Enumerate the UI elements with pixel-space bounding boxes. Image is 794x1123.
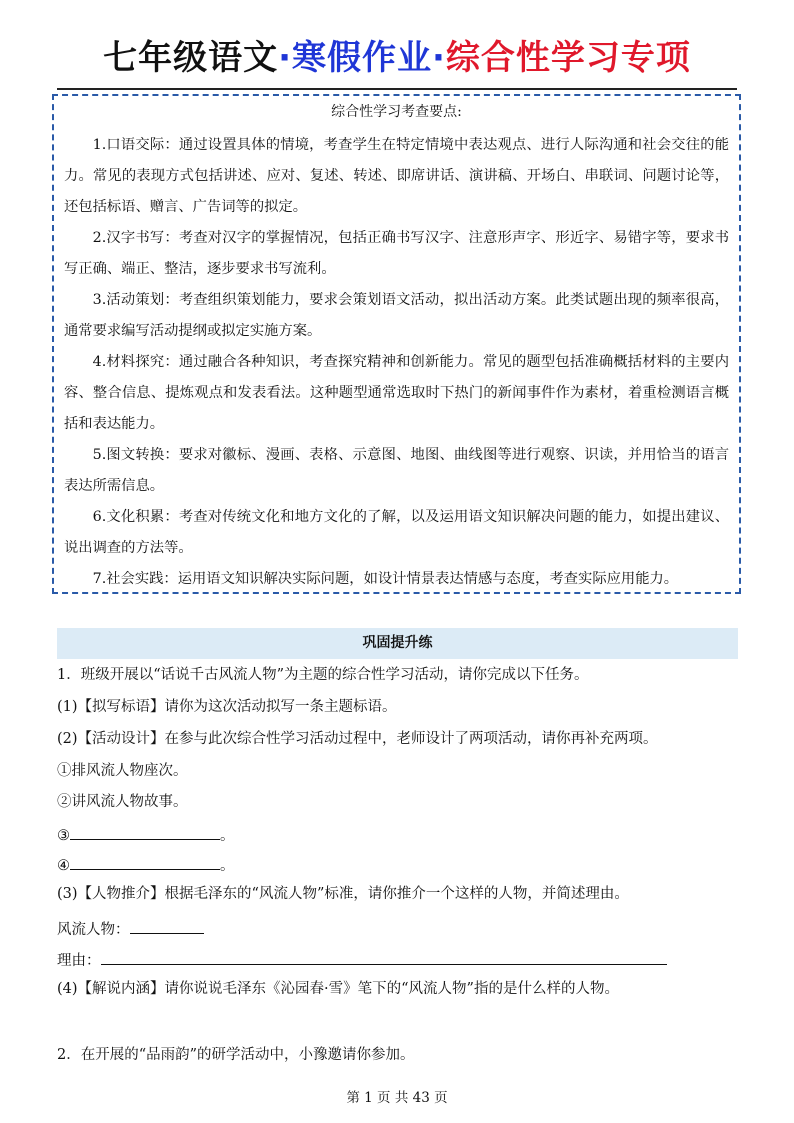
question-1-part-1: (1)【拟写标语】请你为这次活动拟写一条主题标语。 <box>57 699 397 715</box>
activity-2: ②讲风流人物故事。 <box>57 794 188 810</box>
page-footer: 第 1 页 共 43 页 <box>346 1090 448 1106</box>
reason-row <box>57 948 757 971</box>
key-point-item: 2.汉字书写：考查对汉字的掌握情况，包括正确书写汉字、注意形声字、形近字、易错字等，要求书写正确、端正、整洁，逐步要求书写流利。 <box>64 230 729 277</box>
question-1-part-2: (2)【活动设计】在参与此次综合性学习活动过程中，老师设计了两项活动，请你再补充两项。 <box>57 731 658 747</box>
key-points-box <box>52 94 741 594</box>
key-point-item: 7.社会实践：运用语文知识解决实际问题，如设计情景表达情感与态度，考查实际应用能力。 <box>92 571 679 587</box>
title-grade: 七年级语文 <box>103 38 279 78</box>
key-point-item: 5.图文转换：要求对徽标、漫画、表格、示意图、地图、曲线图等进行观察、识读，并用恰当的语言表达所需信息。 <box>64 447 729 494</box>
activity-4-row <box>57 853 757 876</box>
activity-4-number: ④ <box>57 858 70 874</box>
page-title <box>0 30 794 79</box>
question-1-part-4: (4)【解说内涵】请你说说毛泽东《沁园春·雪》笔下的“风流人物”指的是什么样的人物。 <box>57 981 619 997</box>
key-point-item: 1.口语交际：通过设置具体的情境，考查学生在特定情境中表达观点、进行人际沟通和社会交往的能力。常见的表现方式包括讲述、应对、复述、转述、即席讲话、演讲稿、开场白、串联词、问题讨论等，还包括标语、赠言、广告词等的拟定。 <box>64 137 729 215</box>
section-heading: 巩固提升练 <box>57 628 738 659</box>
key-point-item: 6.文化积累：考查对传统文化和地方文化的了解，以及运用语文知识解决问题的能力，如提出建议、说出调查的方法等。 <box>64 509 729 556</box>
question-1-intro: 1．班级开展以“话说千古风流人物”为主题的综合性学习活动，请你完成以下任务。 <box>57 667 589 683</box>
title-homework: ·寒假作业· <box>278 38 446 78</box>
activity-3-number: ③ <box>57 828 70 844</box>
key-point-item: 3.活动策划：考查组织策划能力，要求会策划语文活动，拟出活动方案。此类试题出现的频率很高，通常要求编写活动提纲或拟定实施方案。 <box>64 292 729 339</box>
activity-4-period: 。 <box>220 858 235 874</box>
reason-label: 理由： <box>57 953 101 969</box>
person-label: 风流人物： <box>57 922 130 938</box>
activity-4-blank[interactable] <box>70 853 220 870</box>
activity-3-row <box>57 823 757 846</box>
key-points-heading: 综合性学习考查要点: <box>331 104 462 120</box>
title-underline <box>57 88 737 90</box>
question-1-part-3: (3)【人物推介】根据毛泽东的“风流人物”标准，请你推介一个这样的人物，并简述理由。 <box>57 886 629 902</box>
question-2-intro: 2．在开展的“品雨韵”的研学活动中，小豫邀请你参加。 <box>57 1047 415 1063</box>
key-point-item: 4.材料探究：通过融合各种知识，考查探究精神和创新能力。常见的题型包括准确概括材料的主要内容、整合信息、提炼观点和发表看法。这种题型通常选取时下热门的新闻事件作为素材，着重检测语言概括和表达能力。 <box>64 354 729 432</box>
reason-blank[interactable] <box>101 948 667 965</box>
activity-3-blank[interactable] <box>70 823 220 840</box>
person-row <box>57 917 757 940</box>
person-blank[interactable] <box>130 917 204 934</box>
activity-3-period: 。 <box>220 828 235 844</box>
activity-1: ①排风流人物座次。 <box>57 763 188 779</box>
title-topic: 综合性学习专项 <box>445 38 691 78</box>
